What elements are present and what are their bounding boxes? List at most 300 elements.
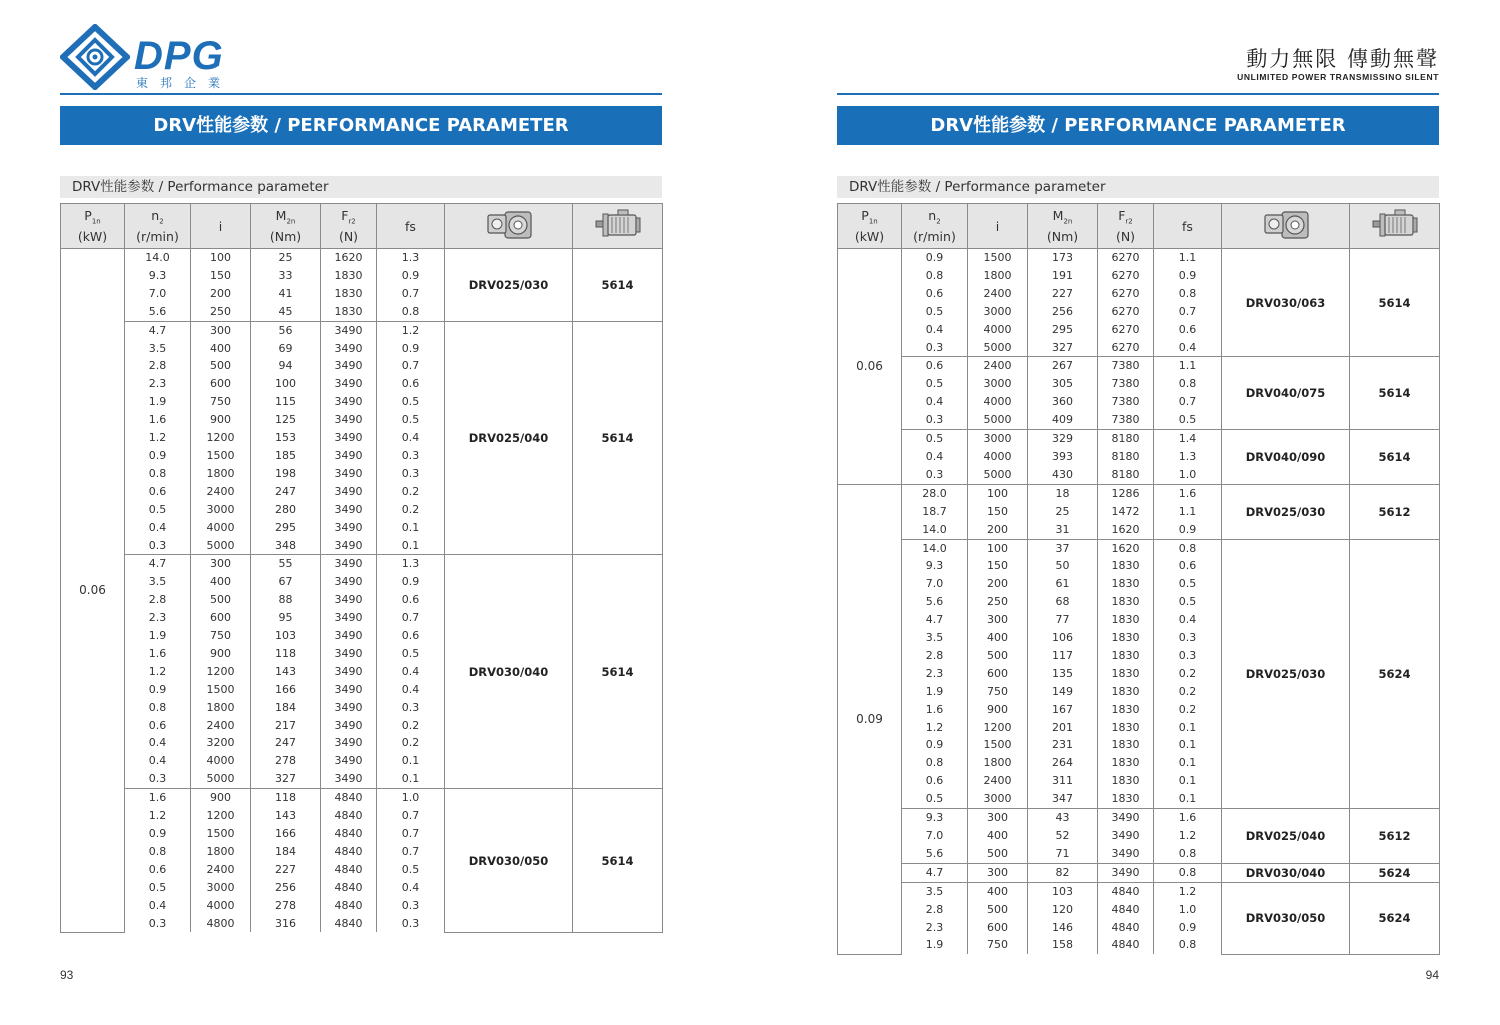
ratio-cell: 2400 <box>968 285 1028 303</box>
torque-cell: 100 <box>251 375 321 393</box>
speed-cell: 5.6 <box>125 303 191 321</box>
radial-load-cell: 3490 <box>321 609 377 627</box>
torque-cell: 311 <box>1028 772 1098 790</box>
radial-load-cell: 3490 <box>321 645 377 663</box>
service-factor-cell: 1.4 <box>1154 430 1222 448</box>
service-factor-cell: 0.4 <box>377 663 445 681</box>
speed-cell: 1.2 <box>902 719 968 737</box>
ratio-cell: 900 <box>191 789 251 807</box>
ratio-cell: 2400 <box>191 861 251 879</box>
ratio-cell: 1200 <box>191 807 251 825</box>
service-factor-cell: 0.5 <box>377 645 445 663</box>
service-factor-cell: 0.9 <box>377 340 445 358</box>
radial-load-cell: 4840 <box>321 879 377 897</box>
speed-cell: 0.3 <box>125 770 191 788</box>
ratio-cell: 100 <box>968 539 1028 557</box>
radial-load-cell: 3490 <box>321 591 377 609</box>
power-cell: 0.06 <box>61 249 125 933</box>
speed-cell: 2.8 <box>125 591 191 609</box>
ratio-cell: 3000 <box>191 879 251 897</box>
ratio-cell: 3000 <box>191 501 251 519</box>
radial-load-cell: 1830 <box>1098 790 1154 808</box>
ratio-cell: 300 <box>191 555 251 573</box>
table-header-row <box>838 204 1440 249</box>
ratio-cell: 500 <box>968 901 1028 919</box>
radial-load-cell: 6270 <box>1098 285 1154 303</box>
torque-cell: 231 <box>1028 736 1098 754</box>
motor-type-cell: 5614 <box>573 555 663 789</box>
ratio-cell: 500 <box>968 647 1028 665</box>
radial-load-cell: 3490 <box>321 627 377 645</box>
service-factor-cell: 0.3 <box>377 915 445 933</box>
speed-cell: 4.7 <box>125 321 191 339</box>
torque-cell: 280 <box>251 501 321 519</box>
service-factor-cell: 1.0 <box>1154 901 1222 919</box>
service-factor-cell: 0.2 <box>377 717 445 735</box>
dpg-logo <box>60 24 260 90</box>
ratio-cell: 1800 <box>191 843 251 861</box>
speed-cell: 1.6 <box>125 411 191 429</box>
ratio-cell: 3000 <box>968 430 1028 448</box>
torque-cell: 316 <box>251 915 321 933</box>
ratio-cell: 400 <box>968 882 1028 900</box>
radial-load-cell: 3490 <box>321 429 377 447</box>
header-power: $P_{1n}$ (kW) <box>838 204 902 249</box>
table-row <box>838 863 1440 882</box>
page-number: 94 <box>1425 968 1439 982</box>
service-factor-cell: 0.1 <box>377 519 445 537</box>
radial-load-cell: 1620 <box>321 249 377 267</box>
service-factor-cell: 0.2 <box>1154 701 1222 719</box>
radial-load-cell: 4840 <box>1098 901 1154 919</box>
radial-load-cell: 3490 <box>321 752 377 770</box>
ratio-cell: 4000 <box>968 448 1028 466</box>
service-factor-cell: 0.8 <box>377 303 445 321</box>
logo-subtitle: 東邦企業 <box>136 76 233 90</box>
electric-motor-icon <box>1371 208 1419 245</box>
table-row <box>61 555 663 573</box>
motor-type-cell: 5614 <box>1350 249 1440 357</box>
speed-cell: 0.9 <box>125 447 191 465</box>
table-row <box>838 809 1440 827</box>
radial-load-cell: 1830 <box>1098 593 1154 611</box>
radial-load-cell: 3490 <box>321 555 377 573</box>
radial-load-cell: 4840 <box>1098 919 1154 937</box>
ratio-cell: 2400 <box>191 717 251 735</box>
speed-cell: 0.4 <box>902 321 968 339</box>
header-service-factor: fs <box>1154 204 1222 249</box>
header-gearbox <box>445 204 573 249</box>
section-header <box>837 176 1439 198</box>
torque-cell: 158 <box>1028 936 1098 954</box>
ratio-cell: 400 <box>191 573 251 591</box>
torque-cell: 173 <box>1028 249 1098 267</box>
speed-cell: 0.5 <box>902 375 968 393</box>
torque-cell: 149 <box>1028 683 1098 701</box>
speed-cell: 0.5 <box>902 430 968 448</box>
speed-cell: 1.9 <box>902 683 968 701</box>
motor-type-cell: 5612 <box>1350 484 1440 539</box>
radial-load-cell: 8180 <box>1098 466 1154 484</box>
service-factor-cell: 0.9 <box>1154 267 1222 285</box>
gearbox-model-cell: DRV030/050 <box>445 789 573 933</box>
gearbox-model-cell: DRV025/040 <box>1222 809 1350 864</box>
table-row <box>838 249 1440 267</box>
speed-cell: 1.2 <box>125 663 191 681</box>
ratio-cell: 600 <box>191 609 251 627</box>
torque-cell: 227 <box>251 861 321 879</box>
service-factor-cell: 0.6 <box>1154 557 1222 575</box>
speed-cell: 1.2 <box>125 807 191 825</box>
service-factor-cell: 0.8 <box>1154 936 1222 954</box>
speed-cell: 0.6 <box>125 483 191 501</box>
torque-cell: 295 <box>251 519 321 537</box>
service-factor-cell: 0.8 <box>1154 375 1222 393</box>
torque-cell: 125 <box>251 411 321 429</box>
table-header-row <box>61 204 663 249</box>
speed-cell: 0.6 <box>902 772 968 790</box>
service-factor-cell: 0.7 <box>1154 303 1222 321</box>
radial-load-cell: 1830 <box>1098 575 1154 593</box>
radial-load-cell: 3490 <box>321 663 377 681</box>
speed-cell: 3.5 <box>902 882 968 900</box>
service-factor-cell: 0.3 <box>377 447 445 465</box>
table-row <box>838 539 1440 557</box>
torque-cell: 103 <box>1028 882 1098 900</box>
torque-cell: 25 <box>1028 503 1098 521</box>
torque-cell: 278 <box>251 752 321 770</box>
service-factor-cell: 0.2 <box>377 734 445 752</box>
speed-cell: 2.8 <box>125 357 191 375</box>
table-row <box>838 357 1440 375</box>
ratio-cell: 200 <box>968 575 1028 593</box>
torque-cell: 61 <box>1028 575 1098 593</box>
ratio-cell: 5000 <box>191 770 251 788</box>
motor-type-cell: 5624 <box>1350 539 1440 809</box>
service-factor-cell: 0.6 <box>1154 321 1222 339</box>
service-factor-cell: 0.1 <box>1154 790 1222 808</box>
ratio-cell: 150 <box>191 267 251 285</box>
speed-cell: 2.3 <box>902 919 968 937</box>
torque-cell: 56 <box>251 321 321 339</box>
logo-text: DPG <box>134 34 224 78</box>
speed-cell: 2.8 <box>902 901 968 919</box>
speed-cell: 0.8 <box>902 754 968 772</box>
radial-load-cell: 3490 <box>321 321 377 339</box>
ratio-cell: 500 <box>191 357 251 375</box>
ratio-cell: 4800 <box>191 915 251 933</box>
speed-cell: 0.3 <box>125 537 191 555</box>
gearbox-model-cell: DRV025/030 <box>1222 484 1350 539</box>
ratio-cell: 1800 <box>191 699 251 717</box>
speed-cell: 3.5 <box>902 629 968 647</box>
ratio-cell: 300 <box>968 809 1028 827</box>
service-factor-cell: 0.3 <box>377 897 445 915</box>
radial-load-cell: 3490 <box>321 340 377 358</box>
torque-cell: 115 <box>251 393 321 411</box>
slogan-chinese: 動力無限 傳動無聲 <box>1246 47 1439 71</box>
ratio-cell: 1800 <box>968 267 1028 285</box>
speed-cell: 1.9 <box>902 936 968 954</box>
torque-cell: 82 <box>1028 863 1098 882</box>
torque-cell: 278 <box>251 897 321 915</box>
speed-cell: 0.9 <box>902 736 968 754</box>
radial-load-cell: 3490 <box>1098 827 1154 845</box>
speed-cell: 4.7 <box>125 555 191 573</box>
radial-load-cell: 3490 <box>321 501 377 519</box>
service-factor-cell: 0.4 <box>1154 339 1222 357</box>
header-speed: $n_2$ (r/min) <box>902 204 968 249</box>
radial-load-cell: 6270 <box>1098 267 1154 285</box>
torque-cell: 329 <box>1028 430 1098 448</box>
torque-cell: 95 <box>251 609 321 627</box>
ratio-cell: 250 <box>968 593 1028 611</box>
radial-load-cell: 3490 <box>321 447 377 465</box>
radial-load-cell: 1830 <box>1098 683 1154 701</box>
torque-cell: 71 <box>1028 845 1098 863</box>
radial-load-cell: 3490 <box>321 573 377 591</box>
section-title: DRV性能参数 / Performance parameter <box>849 179 1106 195</box>
torque-cell: 327 <box>1028 339 1098 357</box>
gearbox-model-cell: DRV030/050 <box>1222 882 1350 954</box>
torque-cell: 184 <box>251 699 321 717</box>
motor-type-cell: 5612 <box>1350 809 1440 864</box>
speed-cell: 28.0 <box>902 484 968 502</box>
table-row <box>61 249 663 267</box>
torque-cell: 55 <box>251 555 321 573</box>
ratio-cell: 150 <box>968 503 1028 521</box>
performance-table <box>837 203 1440 955</box>
power-cell: 0.06 <box>838 249 902 485</box>
torque-cell: 41 <box>251 285 321 303</box>
service-factor-cell: 0.6 <box>377 627 445 645</box>
radial-load-cell: 4840 <box>321 789 377 807</box>
speed-cell: 2.3 <box>902 665 968 683</box>
service-factor-cell: 0.7 <box>377 843 445 861</box>
ratio-cell: 750 <box>968 683 1028 701</box>
speed-cell: 3.5 <box>125 340 191 358</box>
radial-load-cell: 4840 <box>321 843 377 861</box>
radial-load-cell: 7380 <box>1098 357 1154 375</box>
ratio-cell: 2400 <box>968 357 1028 375</box>
torque-cell: 247 <box>251 734 321 752</box>
torque-cell: 25 <box>251 249 321 267</box>
radial-load-cell: 6270 <box>1098 249 1154 267</box>
power-cell: 0.09 <box>838 484 902 954</box>
service-factor-cell: 0.5 <box>377 861 445 879</box>
speed-cell: 0.6 <box>902 285 968 303</box>
service-factor-cell: 0.4 <box>1154 611 1222 629</box>
speed-cell: 9.3 <box>902 809 968 827</box>
speed-cell: 1.6 <box>125 789 191 807</box>
service-factor-cell: 0.6 <box>377 591 445 609</box>
speed-cell: 4.7 <box>902 863 968 882</box>
gearbox-model-cell: DRV030/063 <box>1222 249 1350 357</box>
ratio-cell: 900 <box>191 411 251 429</box>
service-factor-cell: 0.3 <box>377 465 445 483</box>
header-gearbox <box>1222 204 1350 249</box>
speed-cell: 2.3 <box>125 609 191 627</box>
ratio-cell: 1500 <box>968 249 1028 267</box>
service-factor-cell: 0.2 <box>377 501 445 519</box>
torque-cell: 267 <box>1028 357 1098 375</box>
service-factor-cell: 0.9 <box>377 267 445 285</box>
radial-load-cell: 1830 <box>1098 719 1154 737</box>
torque-cell: 167 <box>1028 701 1098 719</box>
torque-cell: 393 <box>1028 448 1098 466</box>
torque-cell: 135 <box>1028 665 1098 683</box>
radial-load-cell: 3490 <box>321 465 377 483</box>
torque-cell: 347 <box>1028 790 1098 808</box>
torque-cell: 166 <box>251 681 321 699</box>
radial-load-cell: 4840 <box>321 861 377 879</box>
speed-cell: 1.2 <box>125 429 191 447</box>
torque-cell: 430 <box>1028 466 1098 484</box>
speed-cell: 0.3 <box>902 411 968 429</box>
service-factor-cell: 1.3 <box>377 249 445 267</box>
speed-cell: 0.4 <box>125 519 191 537</box>
service-factor-cell: 0.7 <box>377 285 445 303</box>
service-factor-cell: 1.0 <box>377 789 445 807</box>
speed-cell: 14.0 <box>902 521 968 539</box>
torque-cell: 68 <box>1028 593 1098 611</box>
ratio-cell: 400 <box>191 340 251 358</box>
service-factor-cell: 1.6 <box>1154 809 1222 827</box>
torque-cell: 327 <box>251 770 321 788</box>
ratio-cell: 4000 <box>968 321 1028 339</box>
service-factor-cell: 1.2 <box>377 321 445 339</box>
radial-load-cell: 1830 <box>1098 772 1154 790</box>
service-factor-cell: 0.3 <box>1154 647 1222 665</box>
speed-cell: 9.3 <box>125 267 191 285</box>
slogan-english: UNLIMITED POWER TRANSMISSINO SILENT <box>1237 72 1439 82</box>
worm-gearbox-icon <box>485 208 533 245</box>
header-radial-load: $F_{r2}$ (N) <box>1098 204 1154 249</box>
torque-cell: 264 <box>1028 754 1098 772</box>
table-row <box>61 321 663 339</box>
catalog-page-left <box>60 0 662 1025</box>
service-factor-cell: 0.1 <box>1154 736 1222 754</box>
section-header <box>60 176 662 198</box>
performance-table <box>60 203 663 933</box>
ratio-cell: 100 <box>968 484 1028 502</box>
radial-load-cell: 3490 <box>1098 809 1154 827</box>
service-factor-cell: 1.2 <box>1154 882 1222 900</box>
service-factor-cell: 1.3 <box>1154 448 1222 466</box>
ratio-cell: 4000 <box>191 519 251 537</box>
radial-load-cell: 3490 <box>321 699 377 717</box>
speed-cell: 0.9 <box>902 249 968 267</box>
ratio-cell: 5000 <box>968 411 1028 429</box>
service-factor-cell: 0.1 <box>377 752 445 770</box>
speed-cell: 0.5 <box>902 303 968 321</box>
radial-load-cell: 6270 <box>1098 339 1154 357</box>
speed-cell: 7.0 <box>125 285 191 303</box>
ratio-cell: 300 <box>968 611 1028 629</box>
service-factor-cell: 0.7 <box>1154 393 1222 411</box>
service-factor-cell: 0.1 <box>1154 772 1222 790</box>
service-factor-cell: 0.5 <box>377 393 445 411</box>
ratio-cell: 400 <box>968 827 1028 845</box>
ratio-cell: 250 <box>191 303 251 321</box>
torque-cell: 69 <box>251 340 321 358</box>
speed-cell: 0.3 <box>125 915 191 933</box>
ratio-cell: 5000 <box>968 339 1028 357</box>
worm-gearbox-icon <box>1262 208 1310 245</box>
ratio-cell: 4000 <box>191 897 251 915</box>
speed-cell: 0.6 <box>125 861 191 879</box>
speed-cell: 5.6 <box>902 593 968 611</box>
ratio-cell: 500 <box>968 845 1028 863</box>
gearbox-model-cell: DRV025/030 <box>445 249 573 322</box>
service-factor-cell: 0.5 <box>1154 593 1222 611</box>
radial-load-cell: 1830 <box>321 285 377 303</box>
speed-cell: 0.8 <box>125 699 191 717</box>
service-factor-cell: 0.5 <box>1154 411 1222 429</box>
page-banner: DRV性能参数 / PERFORMANCE PARAMETER <box>837 106 1439 145</box>
table-row <box>838 882 1440 900</box>
table-row <box>838 430 1440 448</box>
torque-cell: 67 <box>251 573 321 591</box>
service-factor-cell: 0.1 <box>1154 754 1222 772</box>
torque-cell: 256 <box>251 879 321 897</box>
header-speed: $n_2$ (r/min) <box>125 204 191 249</box>
radial-load-cell: 1286 <box>1098 484 1154 502</box>
service-factor-cell: 0.1 <box>377 537 445 555</box>
torque-cell: 118 <box>251 789 321 807</box>
speed-cell: 18.7 <box>902 503 968 521</box>
ratio-cell: 900 <box>191 645 251 663</box>
service-factor-cell: 0.4 <box>377 879 445 897</box>
torque-cell: 360 <box>1028 393 1098 411</box>
ratio-cell: 750 <box>191 393 251 411</box>
service-factor-cell: 0.8 <box>1154 863 1222 882</box>
torque-cell: 37 <box>1028 539 1098 557</box>
torque-cell: 50 <box>1028 557 1098 575</box>
service-factor-cell: 0.5 <box>1154 575 1222 593</box>
service-factor-cell: 1.1 <box>1154 249 1222 267</box>
service-factor-cell: 0.2 <box>1154 683 1222 701</box>
ratio-cell: 200 <box>968 521 1028 539</box>
torque-cell: 295 <box>1028 321 1098 339</box>
radial-load-cell: 8180 <box>1098 430 1154 448</box>
header-torque: $M_{2n}$ (Nm) <box>1028 204 1098 249</box>
speed-cell: 3.5 <box>125 573 191 591</box>
ratio-cell: 2400 <box>968 772 1028 790</box>
speed-cell: 9.3 <box>902 557 968 575</box>
electric-motor-icon <box>594 208 642 245</box>
page-banner: DRV性能参数 / PERFORMANCE PARAMETER <box>60 106 662 145</box>
radial-load-cell: 4840 <box>1098 936 1154 954</box>
gearbox-model-cell: DRV040/075 <box>1222 357 1350 430</box>
page-number: 93 <box>60 968 74 982</box>
service-factor-cell: 0.1 <box>377 770 445 788</box>
speed-cell: 0.3 <box>902 339 968 357</box>
radial-load-cell: 1620 <box>1098 539 1154 557</box>
radial-load-cell: 6270 <box>1098 303 1154 321</box>
radial-load-cell: 3490 <box>321 681 377 699</box>
radial-load-cell: 3490 <box>321 483 377 501</box>
ratio-cell: 3000 <box>968 303 1028 321</box>
ratio-cell: 100 <box>191 249 251 267</box>
service-factor-cell: 0.3 <box>377 699 445 717</box>
torque-cell: 106 <box>1028 629 1098 647</box>
radial-load-cell: 3490 <box>321 537 377 555</box>
radial-load-cell: 1472 <box>1098 503 1154 521</box>
table-row <box>61 789 663 807</box>
torque-cell: 153 <box>251 429 321 447</box>
ratio-cell: 3200 <box>191 734 251 752</box>
